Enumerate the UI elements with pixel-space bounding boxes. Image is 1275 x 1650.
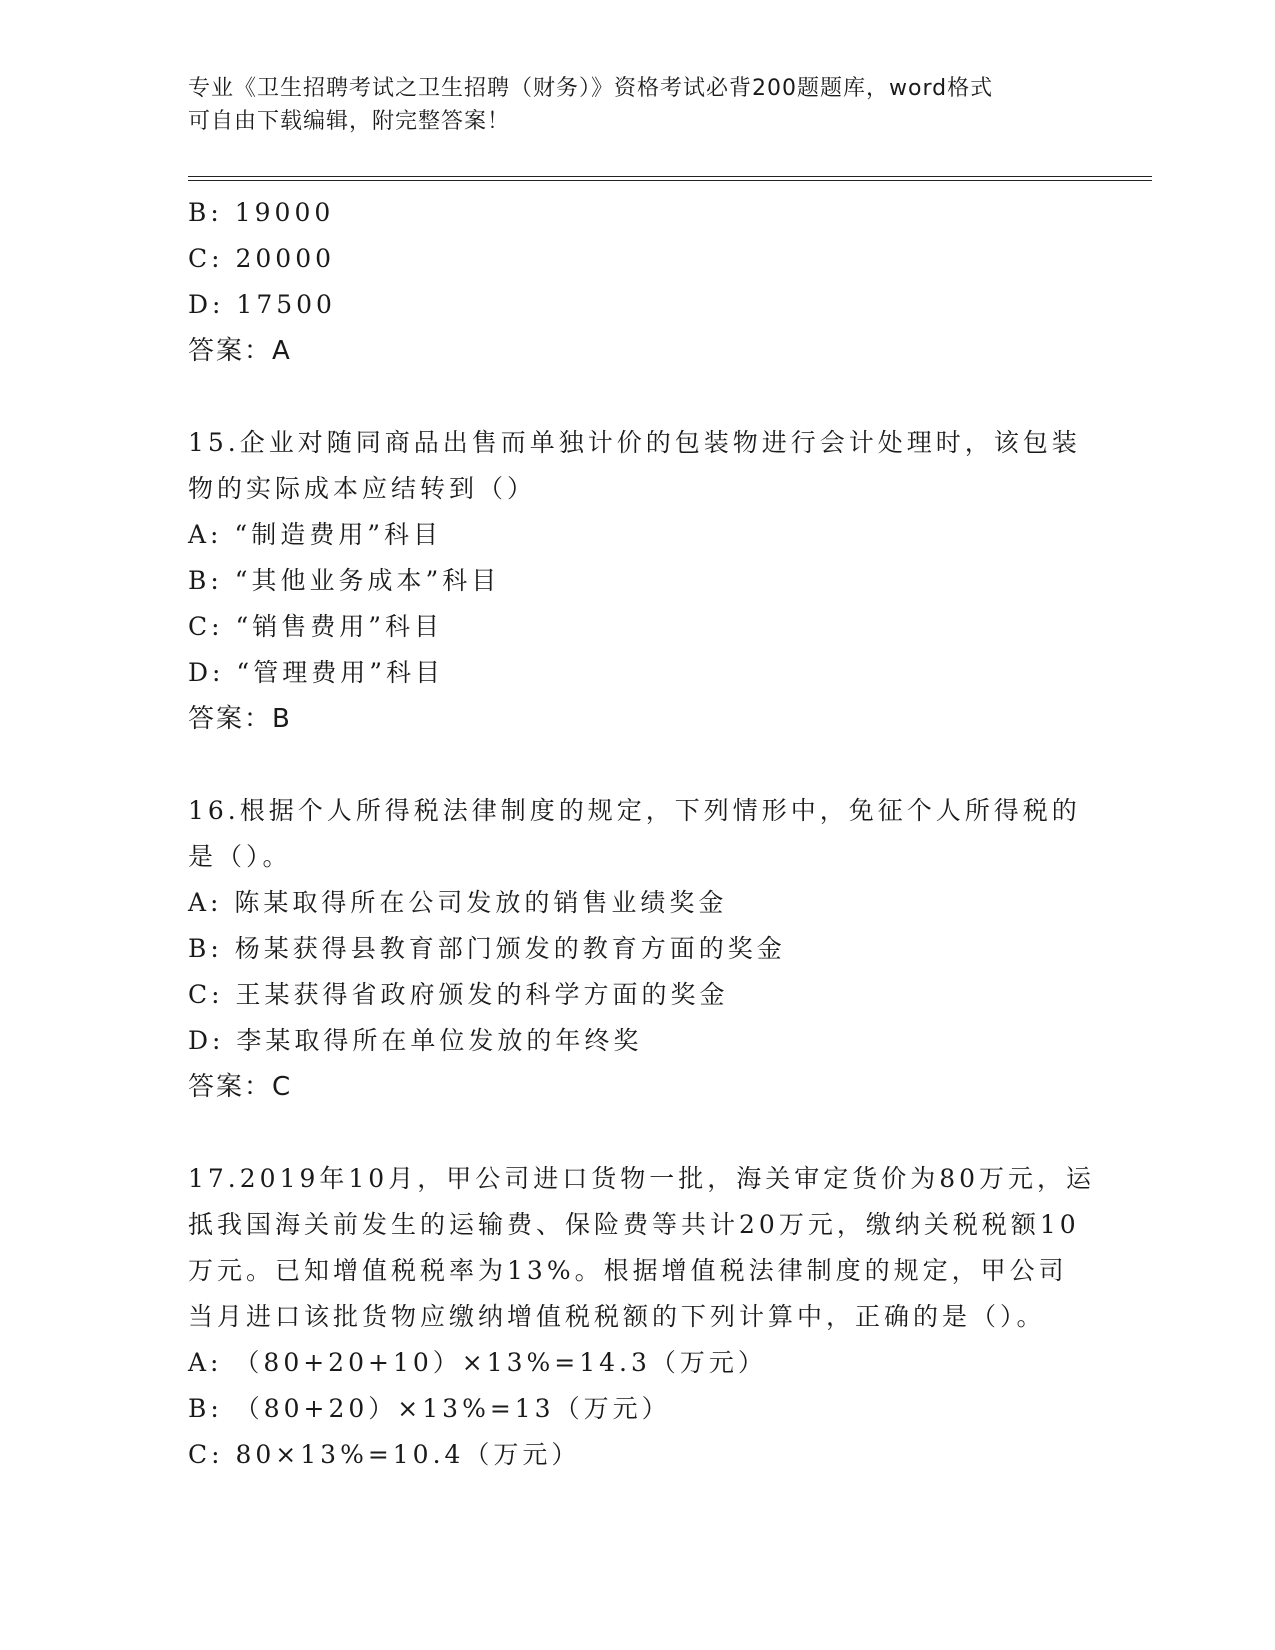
option-a: A: “制造费用”科目	[188, 520, 442, 549]
option-a: A: （80+20+10）×13%=14.3（万元）	[188, 1348, 767, 1377]
question-17	[188, 1156, 1096, 1478]
option-d: D: “管理费用”科目	[188, 658, 444, 687]
option-d: D: 李某取得所在单位发放的年终奖	[188, 1026, 643, 1055]
question-stem-line: 万元。已知增值税税率为13%。根据增值税法律制度的规定，甲公司	[188, 1256, 1068, 1285]
question-14-tail	[188, 190, 1088, 374]
question-stem-line: 17.2019年10月，甲公司进口货物一批，海关审定货价为80万元，运	[188, 1164, 1096, 1193]
option-c: C: 80×13%=10.4（万元）	[188, 1440, 581, 1469]
question-stem-line: 是（）。	[188, 842, 292, 871]
option-b: B: （80+20）×13%=13（万元）	[188, 1394, 671, 1423]
option-b: B: 19000	[188, 198, 335, 227]
question-stem-line: 16.根据个人所得税法律制度的规定，下列情形中，免征个人所得税的	[188, 796, 1081, 825]
question-stem-line: 抵我国海关前发生的运输费、保险费等共计20万元，缴纳关税税额10	[188, 1210, 1080, 1239]
option-c: C: 王某获得省政府颁发的科学方面的奖金	[188, 980, 729, 1009]
question-stem-line: 15.企业对随同商品出售而单独计价的包装物进行会计处理时，该包装	[188, 428, 1081, 457]
option-d: D: 17500	[188, 290, 336, 319]
answer: 答案：B	[188, 704, 292, 734]
page-header	[188, 72, 1088, 138]
header-line-1: 专业《卫生招聘考试之卫生招聘（财务）》资格考试必背200题题库，word格式	[188, 76, 994, 101]
header-divider	[188, 176, 1152, 181]
answer: 答案：C	[188, 1072, 293, 1102]
question-15	[188, 420, 1088, 742]
question-stem-line: 物的实际成本应结转到（）	[188, 474, 537, 503]
answer: 答案：A	[188, 336, 292, 366]
option-a: A: 陈某取得所在公司发放的销售业绩奖金	[188, 888, 728, 917]
question-stem-line: 当月进口该批货物应缴纳增值税税额的下列计算中，正确的是（）。	[188, 1302, 1046, 1331]
option-c: C: 20000	[188, 244, 336, 273]
option-b: B: 杨某获得县教育部门颁发的教育方面的奖金	[188, 934, 786, 963]
header-line-2: 可自由下载编辑，附完整答案！	[188, 109, 511, 134]
question-16	[188, 788, 1088, 1110]
option-c: C: “销售费用”科目	[188, 612, 444, 641]
option-b: B: “其他业务成本”科目	[188, 566, 501, 595]
document-body	[188, 190, 1096, 1478]
